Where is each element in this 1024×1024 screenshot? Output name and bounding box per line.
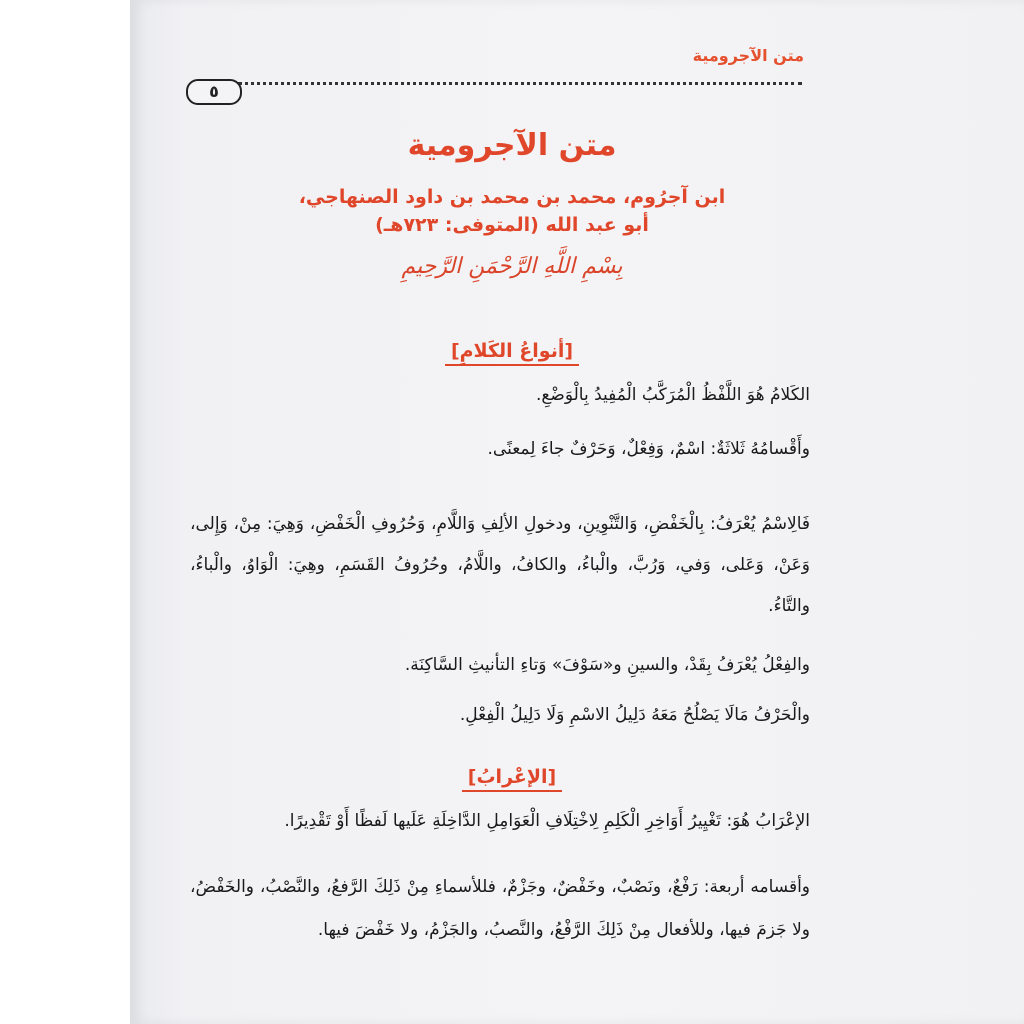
- page-title: متن الآجرومية: [407, 128, 617, 163]
- section-heading-text: [أنواعُ الكَلامِ]: [445, 338, 579, 366]
- paragraph: الكَلامُ هُوَ اللَّفْظُ الْمُرَكَّبُ الْمُفِيدُ بِالْوَضْعِ.: [535, 385, 810, 405]
- section-heading-kinds-of-speech: [0, 338, 1024, 366]
- page-number: ٥: [186, 79, 242, 105]
- author-line-1: ابن آجرُوم، محمد بن محمد بن داود الصنهاجي،: [298, 186, 726, 208]
- author-line-2: أبو عبد الله (المتوفى: ٧٢٣هـ): [375, 214, 649, 236]
- paragraph: الإعْرَابُ هُوَ: تَغْيِيرُ أَوَاخِرِ الْكَلِمِ لِاخْتِلَافِ الْعَوَامِلِ الدَّاخِلَةِ عَلَيها لَفظًا أَوْ تَقْدِيرًا.: [284, 811, 810, 831]
- paragraph: فَالِاسْمُ يُعْرَفُ: بِالْخَفْضِ، وَالتَّنْوِينِ، ودخولِ الألِفِ وَاللَّامِ، وَحُرُوفِ الْخَفْضِ، وَهِيَ: مِنْ، وَإِلى، وَعَنْ، وَعَلى، وَفي، وَرُبَّ، والْباءُ، والكافُ، واللَّامُ، وحُرُوفُ القَسَمِ، وهِيَ: الْوَاوُ، والْباءُ، والتَّاءُ.: [190, 514, 810, 616]
- paragraph: وأَقْسامُهُ ثَلاثَةٌ: اسْمٌ، وَفِعْلٌ، وَحَرْفٌ جاءَ لِمعنًى.: [487, 439, 810, 459]
- running-head: متن الآجرومية: [692, 46, 804, 65]
- header-dotted-rule: [238, 82, 802, 85]
- section-heading-irab: [0, 764, 1024, 792]
- paragraph: والفِعْلُ يُعْرَفُ بِقَدْ، والسينِ و«سَوْفَ» وَتاءِ التأنيثِ السَّاكِنَة.: [404, 655, 810, 675]
- section-heading-text: [الإعْرابُ]: [462, 764, 562, 792]
- paragraph: وأقسامه أربعة: رَفْعٌ، ونَصْبٌ، وخَفْضٌ، وجَزْمٌ، فللأسماءِ مِنْ ذَلِكَ الرَّفعُ، والنَّصْبُ، والخَفْضُ، ولا جَزمَ فيها، وللأفعال مِنْ ذَلِكَ الرَّفْعُ، والنَّصبُ، والجَزْمُ، ولا خَفْضَ فيها.: [190, 877, 810, 940]
- basmala-calligraphy: بِسْمِ اللَّهِ الرَّحْمَنِ الرَّحِيمِ: [401, 254, 623, 279]
- paragraph: والْحَرْفُ مَالَا يَصْلُحُ مَعَهُ دَلِيلُ الاسْمِ وَلَا دَلِيلُ الْفِعْلِ.: [459, 705, 810, 725]
